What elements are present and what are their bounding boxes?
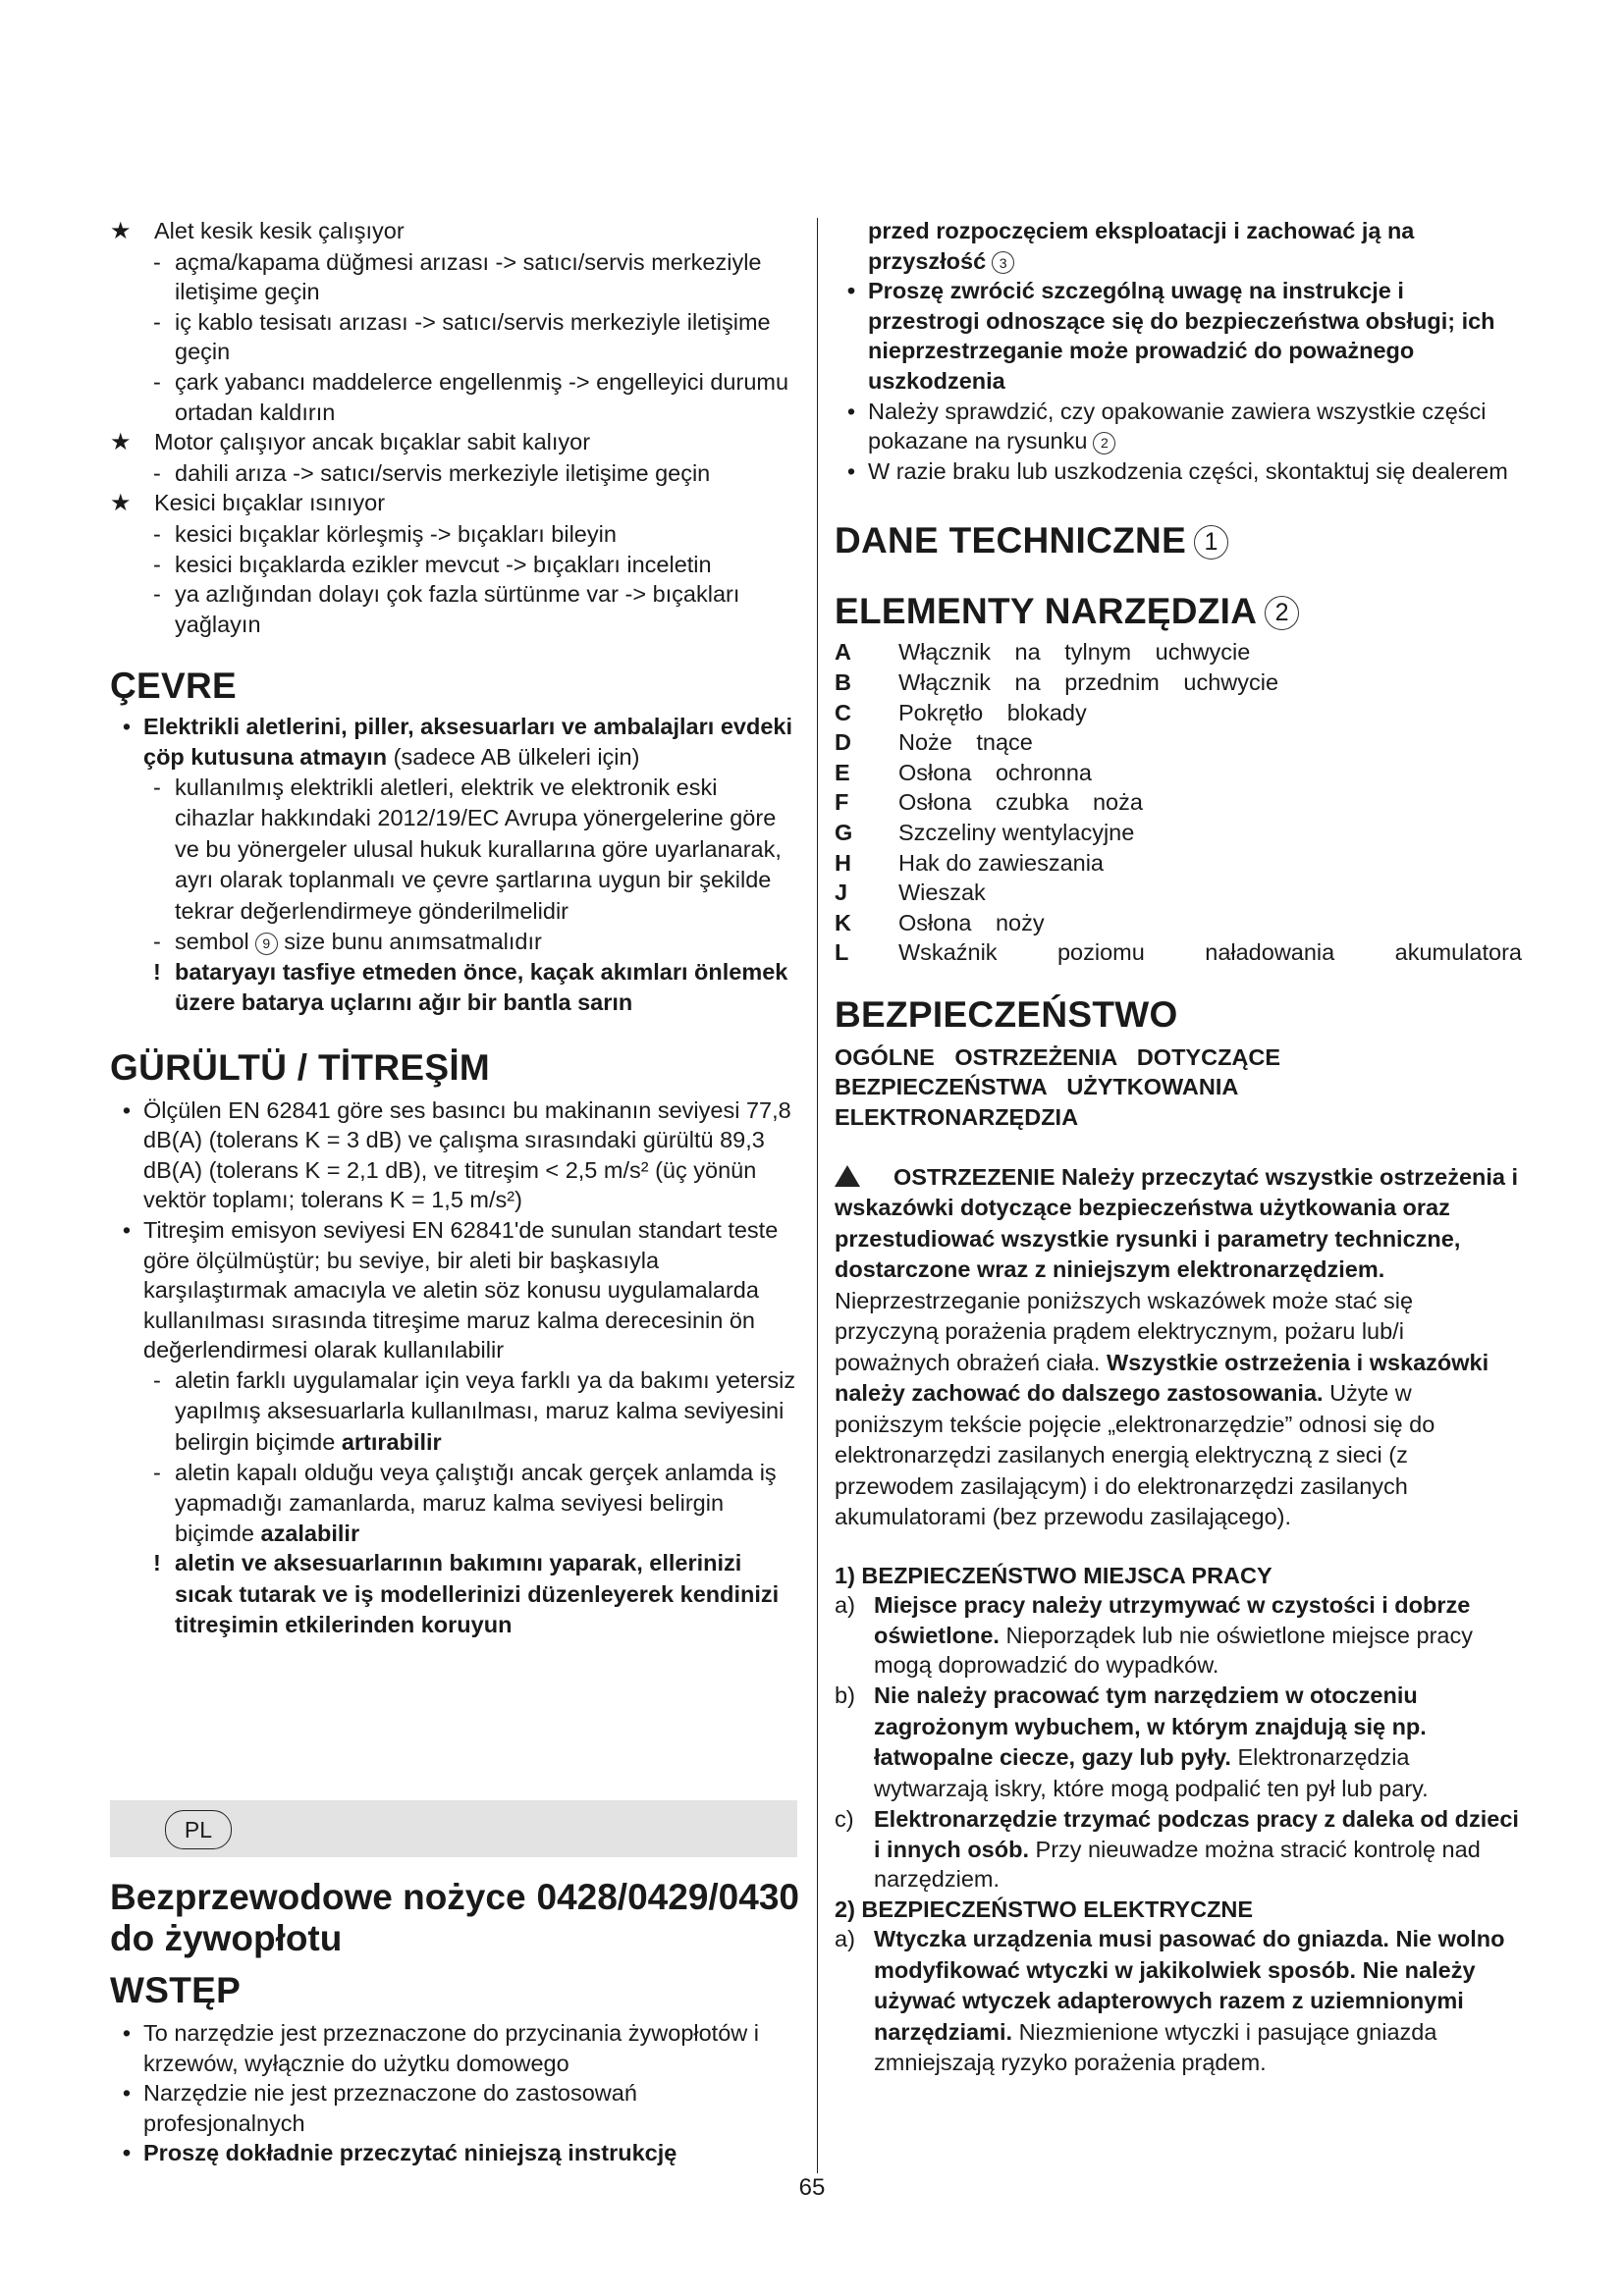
- component-letter: D: [835, 729, 851, 756]
- component-letter: E: [835, 759, 850, 785]
- component-name: Hak do zawieszania: [898, 849, 1104, 876]
- list-item: [835, 637, 1522, 667]
- warning-text-2: Użyte w poniższym tekście pojęcie „elektronarzędzie” odnosi się do elektronarzędzi zasilanych energią elektryczną z sieci (z przewodem zasilającym) i do elektronarzędzi zasilanych akumulatorami (bez przewodu zasilającego).: [835, 1380, 1435, 1530]
- model-numbers: 0428/0429/0430: [536, 1877, 799, 1917]
- component-name: Włącznik na tylnym uchwycie: [898, 639, 1251, 666]
- noise-dash-2-text: aletin kapalı olduğu veya çalıştığı ancak gerçek anlamda iş yapmadığı zamanlarda, maruz kalma seviyesi belirgin biçimde: [175, 1460, 777, 1546]
- safety-heading: BEZPIECZEŃSTWO: [835, 993, 1178, 1035]
- figure-1-icon: 1: [1194, 525, 1228, 560]
- list-item: [835, 727, 1522, 758]
- component-letter: F: [835, 789, 849, 816]
- battery-warning: ! bataryayı tasfiye etmeden önce, kaçak akımları önlemek üzere batarya uçlarını ağır bir bantla sarın: [110, 957, 799, 1019]
- product-title: [110, 1877, 799, 1959]
- list-item: - dahili arıza -> satıcı/servis merkeziyle iletişime geçin: [110, 458, 799, 489]
- component-name: Szczeliny wentylacyjne: [898, 819, 1135, 845]
- figure-2-icon: 2: [1265, 596, 1299, 630]
- list-item: [835, 937, 1522, 968]
- item-label: a): [835, 1592, 855, 1619]
- warning-paragraph: [835, 1162, 1522, 1533]
- item-text: Nieporządek lub nie oświetlone miejsce pracy mogą doprowadzić do wypadków.: [874, 1622, 1473, 1679]
- component-letter: G: [835, 819, 853, 845]
- package-bullet: [835, 397, 1522, 456]
- list-item: [835, 1590, 1522, 1681]
- noise-dash-1: [110, 1365, 799, 1459]
- noise-dash-1-text: aletin farklı uygulamalar için veya farklı ya da bakımı yetersiz yapılmış aksesuarlarla kullanılması, maruz kalma seviyesini belirgin biçimde: [175, 1366, 796, 1455]
- item-bold: Wtyczka urządzenia musi pasować do gniazda. Nie wolno modyfikować wtyczki w jakikolwiek sposób. Nie należy używać wtyczek adapterowych razem z uziemnionymi narzędziami.: [874, 1926, 1505, 2045]
- noise-dash-2: [110, 1458, 799, 1548]
- component-name: Osłona czubka noża: [898, 789, 1143, 816]
- item-label: b): [835, 1682, 855, 1709]
- cevre-symbol-note: [110, 927, 799, 957]
- language-band: [110, 1800, 797, 1857]
- cevre-bullet-bold: Elektrikli aletlerini, piller, aksesuarları ve ambalajları evdeki çöp kutusuna atmayın: [143, 714, 792, 770]
- pl-intro: [110, 1877, 799, 2168]
- warning-text-1: Nieprzestrzeganie poniższych wskazówek może stać się przyczyną porażenia prądem elektrycznym, pożaru lub/i poważnych obrażeń ciała.: [835, 1287, 1414, 1375]
- list-item: - kesici bıçaklar körleşmiş -> bıçakları bileyin: [110, 519, 799, 550]
- dealer-bullet: • W razie braku lub uszkodzenia części, skontaktuj się dealerem: [835, 456, 1522, 487]
- noise-heading: GÜRÜLTÜ / TİTREŞİM: [110, 1046, 491, 1088]
- list-item: [835, 698, 1522, 728]
- vibration-warning: ! aletin ve aksesuarlarının bakımını yaparak, ellerinizi sıcak tutarak ve iş modellerinizi düzenleyerek kendinizi titreşimin etkilerinden koruyun: [110, 1548, 799, 1641]
- component-name: Pokrętło blokady: [898, 699, 1087, 725]
- safety-bullet: • Proszę zwrócić szczególną uwagę na instrukcje i przestrogi odnoszące się do bezpieczeństwa obsługi; ich nieprzestrzeganie może prowadzić do poważnego uszkodzenia: [835, 276, 1522, 396]
- list-item: [835, 1681, 1522, 1804]
- figure-2-icon: 2: [1093, 432, 1115, 454]
- list-item: [835, 848, 1522, 879]
- list-item: ★ Kesici bıçaklar ısınıyor: [110, 488, 799, 519]
- list-item: [835, 908, 1522, 938]
- intro-bullet-3: • Proszę dokładnie przeczytać niniejszą instrukcję: [110, 2138, 799, 2168]
- symbol-note-text: size bunu anımsatmalıdır: [284, 929, 542, 954]
- package-text: Należy sprawdzić, czy opakowanie zawiera wszystkie części pokazane na rysunku: [868, 398, 1487, 454]
- component-letter: H: [835, 849, 851, 876]
- components-list: [835, 637, 1522, 968]
- item-text: Niezmienione wtyczki i pasujące gniazda zmniejszają ryzyko porażenia prądem.: [874, 2018, 1437, 2076]
- cevre-dash: - kullanılmış elektrikli aletleri, elektrik ve elektronik eski cihazlar hakkındaki 2012/19/EC Avrupa yönergelerine göre ve bu yönergeler ulusal hukuk kurallarına göre uyarlanarak, ayrı olarak toplanmalı ve çevre şartlarına uygun bir şekilde tekrar değerlendirmeye gönderilmelidir: [110, 773, 799, 928]
- noise-bullet-1: • Ölçülen EN 62841 göre ses basıncı bu makinanın seviyesi 77,8 dB(A) (tolerans K = 3 dB) ve çalışma sırasındaki gürültü 89,3 dB(A) (tolerans K = 2,1 dB), ve titreşim < 2,5 m/s² (üç yönün vektör toplamı; tolerans K = 1,5 m/s²): [110, 1095, 799, 1215]
- list-item: - kesici bıçaklarda ezikler mevcut -> bıçakları inceletin: [110, 550, 799, 580]
- component-name: Noże tnące: [898, 729, 1033, 756]
- item-bold: Elektronarzędzie trzymać podczas pracy z daleka od dzieci i innych osób.: [874, 1806, 1519, 1862]
- electrical-heading: 2) BEZPIECZEŃSTWO ELEKTRYCZNE: [835, 1896, 1254, 1922]
- noise-dash-2-bold: azalabilir: [260, 1520, 360, 1546]
- list-item: [835, 1804, 1522, 1895]
- tech-data-heading: [835, 519, 1522, 562]
- figure-3-icon: 3: [992, 251, 1014, 274]
- component-letter: C: [835, 699, 851, 725]
- work-area-heading: 1) BEZPIECZEŃSTWO MIEJSCA PRACY: [835, 1562, 1272, 1588]
- troubleshooting-list: [110, 216, 799, 639]
- continuation-text: przed rozpoczęciem eksploatacji i zachować ją na przyszłość: [868, 218, 1415, 274]
- intro-continuation: [835, 216, 1522, 276]
- component-letter: A: [835, 639, 851, 666]
- list-item: [835, 758, 1522, 788]
- figure-9-icon: 9: [255, 933, 278, 955]
- component-letter: K: [835, 909, 851, 935]
- noise-dash-1-bold: artırabilir: [341, 1428, 442, 1455]
- product-name: Bezprzewodowe nożyce do żywopłotu: [110, 1877, 526, 1958]
- language-badge: PL: [165, 1810, 232, 1849]
- column-divider: [817, 218, 818, 2173]
- list-item: [835, 667, 1522, 698]
- warning-bold-2: Wszystkie ostrzeżenia i wskazówki należy zachować do dalszego zastosowania.: [835, 1349, 1489, 1407]
- component-letter: B: [835, 668, 851, 695]
- component-name: Wskaźnik poziomu naładowania akumulatora: [898, 939, 1522, 966]
- intro-bullet-1: • To narzędzie jest przeznaczone do przycinania żywopłotów i krzewów, wyłącznie do użytku domowego: [110, 2018, 799, 2078]
- components-heading: [835, 590, 1522, 633]
- component-name: Osłona noży: [898, 909, 1045, 935]
- page-number: 65: [798, 2174, 826, 2201]
- warning-bold-1: OSTRZEZENIE Należy przeczytać wszystkie ostrzeżenia i wskazówki dotyczące bezpieczeństwa użytkowania oraz przestudiować wszystkie rysunki i parametry techniczne, dostarczone wraz z niniejszym elektronarzędziem.: [835, 1163, 1519, 1283]
- symbol-word: sembol: [175, 929, 249, 954]
- intro-heading: WSTĘP: [110, 1970, 242, 2010]
- list-item: ★ Alet kesik kesik çalışıyor: [110, 216, 799, 247]
- intro-bullet-2: • Narzędzie nie jest przeznaczone do zastosowań profesjonalnych: [110, 2078, 799, 2138]
- item-text: Elektronarzędzia wytwarzają iskry, które mogą podpalić ten pył lub pary.: [874, 1744, 1429, 1801]
- list-item: - çark yabancı maddelerce engellenmiş -> engelleyici durumu ortadan kaldırın: [110, 367, 799, 427]
- item-label: a): [835, 1926, 855, 1952]
- item-text: Przy nieuwadze można stracić kontrolę nad narzędziem.: [874, 1836, 1481, 1893]
- list-item: [835, 878, 1522, 908]
- tech-data-title: DANE TECHNICZNE: [835, 520, 1187, 561]
- item-bold: Nie należy pracować tym narzędziem w otoczeniu zagrożonym wybuchem, w którym znajdują się np. łatwopalne ciecze, gazy lub pyły.: [874, 1682, 1427, 1771]
- list-item: [835, 818, 1522, 848]
- item-bold: Miejsce pracy należy utrzymywać w czystości i dobrze oświetlone.: [874, 1592, 1471, 1648]
- right-column: [835, 216, 1522, 2079]
- noise-bullet-2: • Titreşim emisyon seviyesi EN 62841'de sunulan standart teste göre ölçülmüştür; bu seviye, bir aleti bir başkasıyla karşılaştırmak amacıyla ve aletin söz konusu uygulamalarda kullanılması sırasında titreşime maruz kalma derecesinin ön değerlendirmesi olarak kullanılabilir: [110, 1215, 799, 1365]
- left-column: [110, 216, 799, 1641]
- component-letter: J: [835, 880, 848, 906]
- component-letter: L: [835, 939, 849, 966]
- general-warnings-heading: OGÓLNE OSTRZEŻENIA DOTYCZĄCE BEZPIECZEŃSTWA UŻYTKOWANIA ELEKTRONARZĘDZIA: [835, 1043, 1281, 1131]
- component-name: Włącznik na przednim uchwycie: [898, 668, 1279, 695]
- component-name: Osłona ochronna: [898, 759, 1092, 785]
- components-title: ELEMENTY NARZĘDZIA: [835, 591, 1258, 632]
- list-item: [835, 1924, 1522, 2079]
- cevre-heading: ÇEVRE: [110, 666, 237, 707]
- cevre-bullet-note: (sadece AB ülkeleri için): [393, 743, 640, 770]
- list-item: - iç kablo tesisatı arızası -> satıcı/servis merkeziyle iletişime geçin: [110, 307, 799, 367]
- list-item: [835, 787, 1522, 818]
- warning-triangle-icon: [835, 1165, 860, 1187]
- list-item: ★ Motor çalışıyor ancak bıçaklar sabit kalıyor: [110, 427, 799, 458]
- item-label: c): [835, 1806, 854, 1833]
- cevre-bullet: [110, 712, 799, 772]
- component-name: Wieszak: [898, 880, 986, 906]
- list-item: - ya azlığından dolayı çok fazla sürtünme var -> bıçakları yağlayın: [110, 579, 799, 639]
- list-item: - açma/kapama düğmesi arızası -> satıcı/servis merkeziyle iletişime geçin: [110, 247, 799, 307]
